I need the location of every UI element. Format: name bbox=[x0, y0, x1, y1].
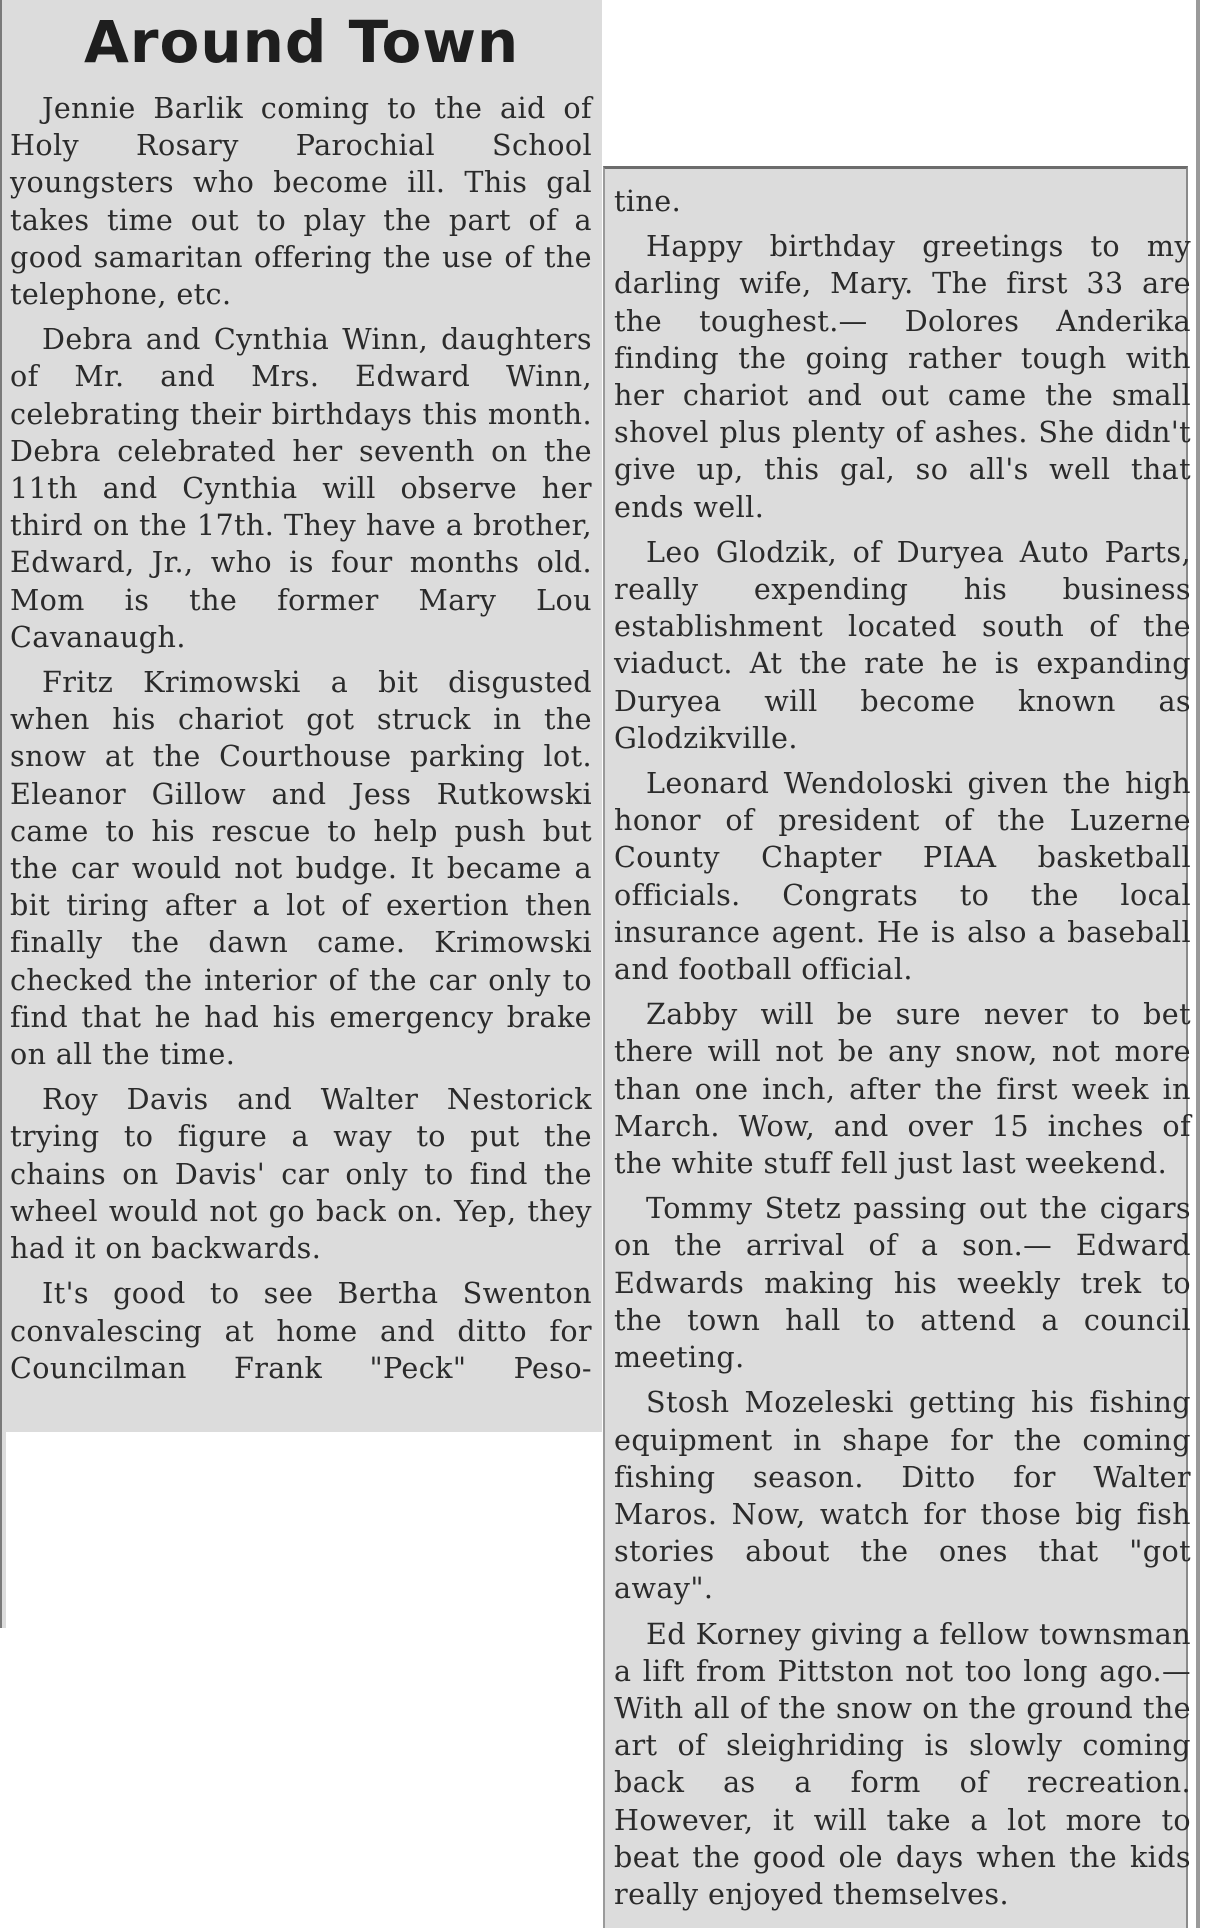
article-paragraph: Zabby will be sure never to bet there will not be any snow, not more than one inch, after the first week in March. Wow, and over 15 inches of the white stuff fell just last weekend. bbox=[614, 997, 1191, 1181]
page-edge-line bbox=[1196, 0, 1200, 1928]
article-paragraph: Debra and Cynthia Winn, daughters of Mr. and Mrs. Edward Winn, celebrating their birthdays this month. Debra celebrated her seventh on the 11th and Cynthia will observe her third on the 17th. They have a brother, Edward, Jr., who is four months old. Mom is the former Mary Lou Cavanaugh. bbox=[10, 322, 592, 654]
right-text-column bbox=[614, 183, 1191, 1921]
article-paragraph: Tommy Stetz passing out the cigars on the arrival of a son.— Edward Edwards making his weekly trek to the town hall to attend a council meeting. bbox=[614, 1191, 1191, 1375]
article-paragraph: Roy Davis and Walter Nestorick trying to figure a way to put the chains on Davis' car only to find the wheel would not go back on. Yep, they had it on backwards. bbox=[10, 1082, 592, 1266]
article-paragraph: Leo Glodzik, of Duryea Auto Parts, really expending his business establishment located south of the viaduct. At the rate he is expanding Duryea will become known as Glodzikville. bbox=[614, 534, 1191, 755]
article-paragraph: Leonard Wendoloski given the high honor of president of the Luzerne County Chapter PIAA basketball officials. Congrats to the local insurance agent. He is also a baseball and football official. bbox=[614, 766, 1191, 987]
left-text-column bbox=[10, 90, 592, 1395]
continued-text: tine. bbox=[614, 184, 682, 218]
article-paragraph: Ed Korney giving a fellow townsman a lift from Pittston not too long ago.— With all of the snow on the ground the art of sleighriding is slowly coming back as a form of recreation. However, it will take a lot more to beat the good ole days when the kids really enjoyed themselves. bbox=[614, 1616, 1191, 1911]
article-paragraph: It's good to see Bertha Swenton convalescing at home and ditto for Councilman Frank "Peck" Peso- bbox=[10, 1276, 592, 1385]
article-paragraph: Jennie Barlik coming to the aid of Holy Rosary Parochial School youngsters who become ill. This gal takes time out to play the part of a good samaritan offering the use of the telephone, etc. bbox=[10, 91, 592, 312]
article-paragraph: Stosh Mozeleski getting his fishing equipment in shape for the coming fishing season. Ditto for Walter Maros. Now, watch for those big fish stories about the ones that "got away". bbox=[614, 1385, 1191, 1606]
column-title: Around Town bbox=[84, 8, 520, 76]
article-paragraph: Happy birthday greetings to my darling wife, Mary. The first 33 are the toughest.— Dolores Anderika finding the going rather tough with her chariot and out came the small shovel plus plenty of ashes. She didn't give up, this gal, so all's well that ends well. bbox=[614, 229, 1191, 524]
left-clipping-edge bbox=[0, 1432, 6, 1628]
article-paragraph: Fritz Krimowski a bit disgusted when his chariot got struck in the snow at the Courthouse parking lot. Eleanor Gillow and Jess Rutkowski came to his rescue to help push but the car would not budge. It became a bit tiring after a lot of exertion then finally the dawn came. Krimowski checked the interior of the car only to find that he had his emergency brake on all the time. bbox=[10, 665, 592, 1072]
